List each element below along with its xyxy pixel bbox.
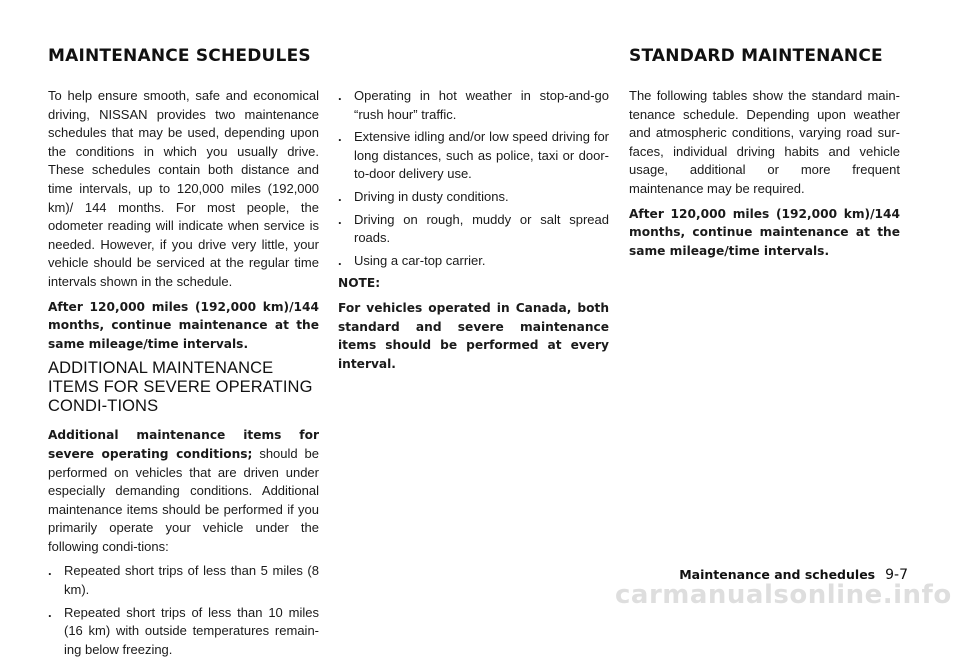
list-item: . Using a car-top carrier. <box>338 252 609 271</box>
bullet-icon: . <box>338 129 342 145</box>
list-item: . Driving on rough, muddy or salt spread roads. <box>338 211 609 246</box>
list-item: . Driving in dusty conditions. <box>338 188 609 207</box>
condition-list-continued <box>338 87 609 270</box>
list-item: . Repeated short trips of less than 10 miles (16 km) with outside temperatures remain-ing below freezing. <box>48 604 319 657</box>
intro-paragraph: To help ensure smooth, safe and economical driving, NISSAN provides two maintenance schedules that may be used, depending upon the conditions in which you usually drive. These schedules contain both distance and time intervals, up to 120,000 miles (192,000 km)/ 144 months. For most people, the odometer reading will indicate when service is needed. However, if you drive very little, your vehicle should be serviced at the regular time intervals shown in the schedule. <box>48 88 319 289</box>
page-footer <box>679 567 908 583</box>
list-item: . Extensive idling and/or low speed driving for long distances, such as police, taxi or door-to-door delivery use. <box>338 129 609 182</box>
canada-note: For vehicles operated in Canada, both standard and severe maintenance items should be performed at every interval. <box>338 300 609 371</box>
section-heading-maintenance-schedules: MAINTENANCE SCHEDULES <box>48 46 311 66</box>
standard-intro-paragraph: The following tables show the standard main-tenance schedule. Depending upon weather and atmospheric conditions, varying road sur-faces, individual driving habits and vehicle usage, additional or more frequent maintenance may be required. <box>629 88 900 196</box>
bullet-icon: . <box>338 211 342 227</box>
bullet-icon: . <box>338 252 342 268</box>
bullet-icon: . <box>338 88 342 103</box>
severe-conditions-lead <box>48 426 319 556</box>
bullet-icon: . <box>338 188 342 204</box>
mileage-note: After 120,000 miles (192,000 km)/144 months, continue maintenance at the same mileage/time intervals. <box>48 299 319 351</box>
severe-lead-text: should be performed on vehicles that are driven under especially demanding conditions. Additional maintenance items should be performed if you primarily operate your vehicle under the following condi-tions: <box>48 445 319 554</box>
watermark: carmanualsonline.info <box>615 580 952 610</box>
bullet-icon: . <box>48 604 52 620</box>
bullet-icon: . <box>48 563 52 579</box>
column-left <box>48 87 319 663</box>
section-heading-standard-maintenance: STANDARD MAINTENANCE <box>629 46 883 66</box>
footer-section-title: Maintenance and schedules <box>679 567 876 582</box>
note-label: NOTE: <box>338 276 381 291</box>
mileage-note-standard: After 120,000 miles (192,000 km)/144 months, continue maintenance at the same mileage/time intervals. <box>629 206 900 258</box>
severe-conditions-subheading: ADDITIONAL MAINTENANCE ITEMS FOR SEVERE OPERATING CONDI-TIONS <box>48 359 313 416</box>
list-item: . Repeated short trips of less than 5 miles (8 km). <box>48 563 319 598</box>
page-number: 9-7 <box>885 567 908 583</box>
column-middle <box>338 87 609 379</box>
list-item: . Operating in hot weather in stop-and-go “rush hour” traffic. <box>338 88 609 122</box>
severe-lead-bold: Additional maintenance items for severe operating conditions; <box>48 428 319 461</box>
column-right <box>629 87 900 266</box>
